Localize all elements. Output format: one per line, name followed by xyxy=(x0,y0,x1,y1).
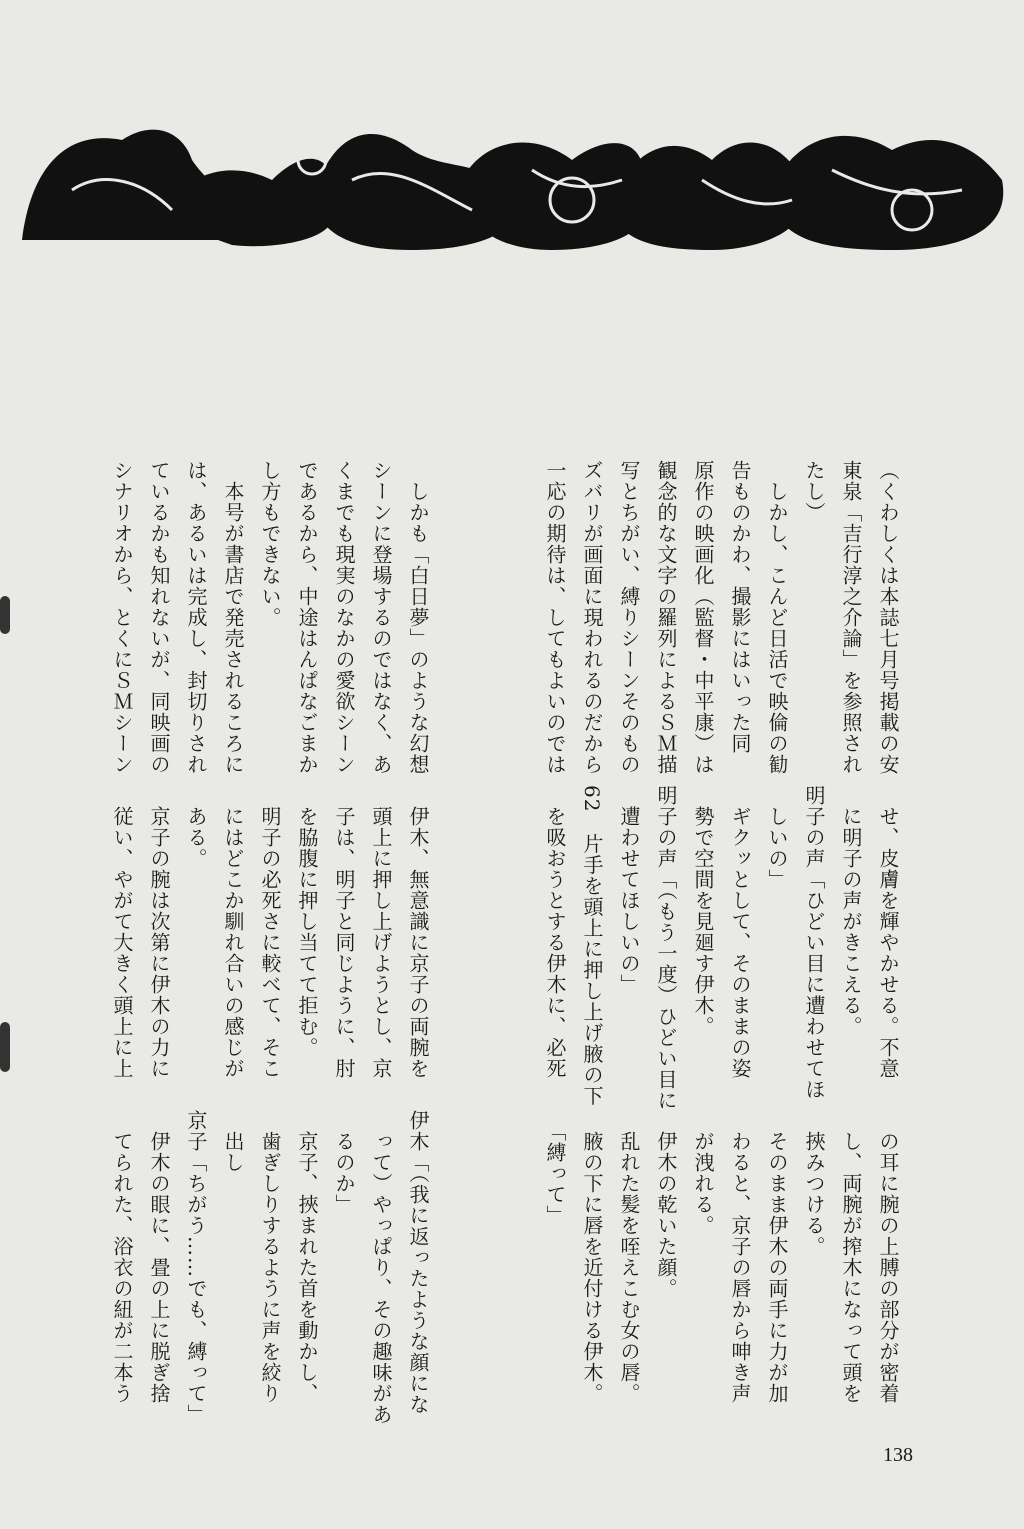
body-text: しかも「白日夢」のような幻想 シーンに登場するのではなく、あ くまでも現実のなかの愛欲シーン であるから、中途はんぱなごまか し方もできない。 本号が書店で発売されるころに は、あるいは完成し、封切りされ ているかも知れないが、同映画の シナリオから、とくにＳＭシーン xyxy=(110,460,430,775)
body-text: （くわしくは本誌七月号掲載の安 東泉「吉行淳之介論」を参照され たし） しかし、こんど日活で映倫の勧 告ものかわ、撮影にはいった同 原作の映画化（監督・中平康）は 観念的な文字の羅列によるＳＭ描 写とちがい、縛りシーンそのもの ズバリが画面に現われるのだから 一応の期待は、してもよいのでは xyxy=(543,460,900,775)
text-column-block-4 xyxy=(100,785,510,1165)
scan-edge-mark xyxy=(0,1022,10,1072)
text-column-block-6 xyxy=(100,1110,510,1490)
body-text: せ、皮膚を輝やかせる。不意 に明子の声がきこえる。 明子の声「ひどい目に遭わせてほ しいの」 ギクッとして、そのままの姿 勢で空間を見廻す伊木。 明子の声「（もう一度）ひどい目に 遭わせてほしいの」 62 片手を頭上に押し上げ腋の下 を吸おうとする伊木に、必死 xyxy=(543,785,900,1111)
figures-woodcut-banner xyxy=(12,100,1012,260)
page-number: 138 xyxy=(883,1444,913,1466)
text-column-block-1 xyxy=(540,460,980,840)
text-column-block-2 xyxy=(100,460,510,840)
text-column-block-5 xyxy=(540,1110,980,1490)
body-text: 伊木「（我に返ったような顔にな って）やっぱり、その趣味があ るのか」 京子、挾まれた首を動かし、 歯ぎしりするように声を絞り 出し 京子「ちがう……でも、縛って」 伊木の眼に、畳の上に脱ぎ捨 てられた、浴衣の紐が二本う xyxy=(110,1110,430,1425)
body-text: 伊木、無意識に京子の両腕を 頭上に押し上げようとし、京 子は、明子と同じように、肘 を脇腹に押し当てて拒む。 明子の必死さに較べて、そこ にはどこか馴れ合いの感じが ある。 京子の腕は次第に伊木の力に 従い、やがて大きく頭上に上 xyxy=(110,806,430,1079)
body-text: の耳に腕の上膊の部分が密着 し、両腕が搾木になって頭を 挾みつける。 そのまま伊木の両手に力が加 わると、京子の唇から呻き声 が洩れる。 伊木の乾いた顔。 乱れた髪を咥えこむ女の唇。 腋の下に唇を近付ける伊木。 「縛って」 xyxy=(543,1131,900,1404)
text-column-block-3 xyxy=(540,785,980,1165)
scan-edge-mark xyxy=(0,596,10,634)
